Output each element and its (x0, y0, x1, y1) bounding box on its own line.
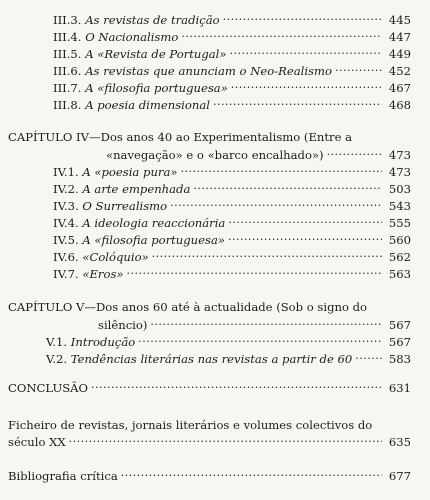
toc-entry (53, 64, 411, 78)
toc-entry (46, 352, 411, 366)
entry-code: IV.2. (53, 182, 79, 196)
toc-entry (46, 335, 411, 349)
entry-code: IV.7. (53, 267, 79, 281)
toc-entry (53, 81, 411, 95)
entry-title: A «Revista de Portugal» (85, 47, 227, 61)
toc-entry (53, 165, 411, 179)
entry-title: A «filosofia portuguesa» (85, 81, 228, 95)
entry-page: 473 (388, 165, 411, 179)
dot-leader (170, 200, 382, 210)
ficheiro-page: 635 (388, 435, 411, 449)
entry-page: 467 (388, 81, 411, 95)
entry-page: 583 (388, 352, 411, 366)
toc-entry (53, 216, 411, 230)
toc-entry (53, 182, 411, 196)
dot-leader (228, 234, 382, 244)
entry-code: IV.4. (53, 216, 79, 230)
conclusion-entry (8, 381, 411, 395)
entry-title: Introdução (70, 335, 136, 349)
dot-leader (152, 251, 382, 261)
dot-leader (229, 48, 382, 58)
entry-title: A «filosofia portuguesa» (82, 233, 225, 247)
chapter-iv-heading-cont (106, 148, 411, 162)
entry-code: III.8. (53, 98, 82, 112)
entry-title: A ideologia reaccionária (82, 216, 226, 230)
entry-title: A poesia dimensional (85, 98, 210, 112)
dot-leader (335, 65, 382, 75)
dot-leader (213, 99, 382, 109)
entry-code: III.5. (53, 47, 82, 61)
conclusion-title: CONCLUSÃO (8, 381, 89, 395)
entry-title: Tendências literárias nas revistas a partir de 60 (70, 352, 353, 366)
entry-title: «Colóquio» (82, 250, 149, 264)
entry-code: IV.1. (53, 165, 79, 179)
dot-leader (181, 31, 382, 41)
entry-code: III.6. (53, 64, 82, 78)
toc-entry (53, 233, 411, 247)
entry-code: V.2. (46, 352, 68, 366)
toc-entry (53, 47, 411, 61)
dot-leader (355, 353, 382, 363)
chapter-iv-page: 473 (388, 148, 411, 162)
entry-code: IV.3. (53, 199, 79, 213)
dot-leader (91, 382, 382, 392)
dot-leader (138, 336, 382, 346)
toc-entry (53, 267, 411, 281)
entry-title: O Nacionalismo (85, 30, 179, 44)
entry-title: A «poesia pura» (82, 165, 178, 179)
dot-leader (126, 268, 382, 278)
conclusion-page: 631 (388, 381, 411, 395)
toc-entry (53, 30, 411, 44)
entry-title: As revistas que anunciam o Neo-Realismo (85, 64, 332, 78)
entry-page: 447 (388, 30, 411, 44)
chapter-iv-heading: CAPÍTULO IV—Dos anos 40 ao Experimentalismo (Entre a (8, 130, 353, 144)
dot-leader (180, 166, 382, 176)
bibliografia-entry (8, 469, 411, 483)
entry-code: V.1. (46, 335, 68, 349)
ficheiro-line2: século XX (8, 435, 66, 449)
entry-code: III.4. (53, 30, 82, 44)
dot-leader (69, 436, 382, 446)
entry-page: 560 (388, 233, 411, 247)
chapter-v-heading-cont (98, 318, 411, 332)
entry-page: 555 (388, 216, 411, 230)
dot-leader (327, 149, 382, 159)
dot-leader (223, 14, 382, 24)
toc-entry (53, 13, 411, 27)
entry-page: 452 (388, 64, 411, 78)
entry-page: 445 (388, 13, 411, 27)
bibliografia-page: 677 (388, 469, 411, 483)
entry-page: 449 (388, 47, 411, 61)
entry-page: 562 (388, 250, 411, 264)
chapter-v-heading: CAPÍTULO V—Dos anos 60 até à actualidade (Sob o signo do (8, 300, 368, 314)
dot-leader (150, 319, 382, 329)
entry-title: A arte empenhada (82, 182, 191, 196)
entry-page: 543 (388, 199, 411, 213)
entry-code: III.7. (53, 81, 82, 95)
toc-entry (53, 250, 411, 264)
dot-leader (121, 470, 382, 480)
entry-title: O Surrealismo (82, 199, 168, 213)
dot-leader (193, 183, 382, 193)
entry-page: 563 (388, 267, 411, 281)
chapter-v-page: 567 (388, 318, 411, 332)
ficheiro-entry (8, 435, 411, 449)
entry-page: 567 (388, 335, 411, 349)
entry-title: As revistas de tradição (85, 13, 220, 27)
toc-entry (53, 199, 411, 213)
bibliografia-title: Bibliografia crítica (8, 469, 118, 483)
entry-code: IV.5. (53, 233, 79, 247)
dot-leader (228, 217, 382, 227)
dot-leader (231, 82, 382, 92)
entry-page: 468 (388, 98, 411, 112)
chapter-iv-heading-line2: «navegação» e o «barco encalhado») (106, 148, 324, 162)
ficheiro-heading: Ficheiro de revistas, jornais literários e volumes colectivos do (8, 418, 373, 432)
entry-code: III.3. (53, 13, 82, 27)
entry-page: 503 (388, 182, 411, 196)
chapter-v-heading-line2: silêncio) (98, 318, 148, 332)
entry-title: «Eros» (82, 267, 124, 281)
entry-code: IV.6. (53, 250, 79, 264)
toc-entry (53, 98, 411, 112)
